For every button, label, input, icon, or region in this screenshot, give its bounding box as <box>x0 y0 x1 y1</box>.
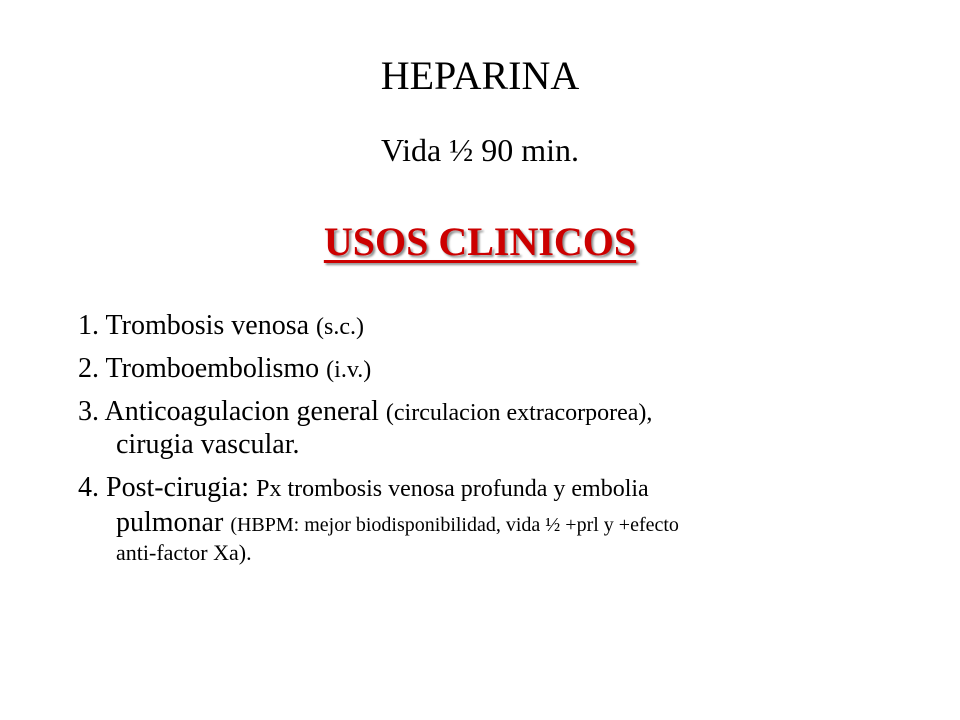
list-item-2 <box>78 353 938 386</box>
item-text: Anticoagulacion general <box>104 396 379 427</box>
item-note: (HBPM: mejor biodisponibilidad, vida ½ +prl y +efecto <box>230 514 679 536</box>
item-continuation: cirugia vascular. <box>116 429 300 460</box>
item-number: 4. <box>78 472 99 503</box>
item-continuation-main: pulmonar <box>116 507 224 538</box>
item-number: 2. <box>78 353 99 384</box>
item-detail: Px trombosis venosa profunda y embolia <box>256 476 649 502</box>
half-life-subtitle: Vida ½ 90 min. <box>380 132 580 168</box>
section-heading-usos-clinicos: USOS CLINICOS <box>323 219 637 264</box>
slide-title: HEPARINA <box>380 53 580 98</box>
item-detail: (i.v.) <box>326 357 372 383</box>
item-detail: (s.c.) <box>316 314 365 340</box>
item-note-continuation: anti-factor Xa). <box>116 540 252 565</box>
item-text: Tromboembolismo <box>105 353 320 384</box>
item-text: Post-cirugia: <box>106 472 250 503</box>
list-item-1 <box>78 310 938 343</box>
item-number: 3. <box>78 396 99 427</box>
item-detail: (circulacion extracorporea), <box>385 400 653 426</box>
list-item-4 <box>78 470 938 565</box>
list-item-3 <box>78 396 938 460</box>
item-text: Trombosis venosa <box>105 310 310 341</box>
clinical-uses-list <box>78 310 938 565</box>
item-number: 1. <box>78 310 99 341</box>
